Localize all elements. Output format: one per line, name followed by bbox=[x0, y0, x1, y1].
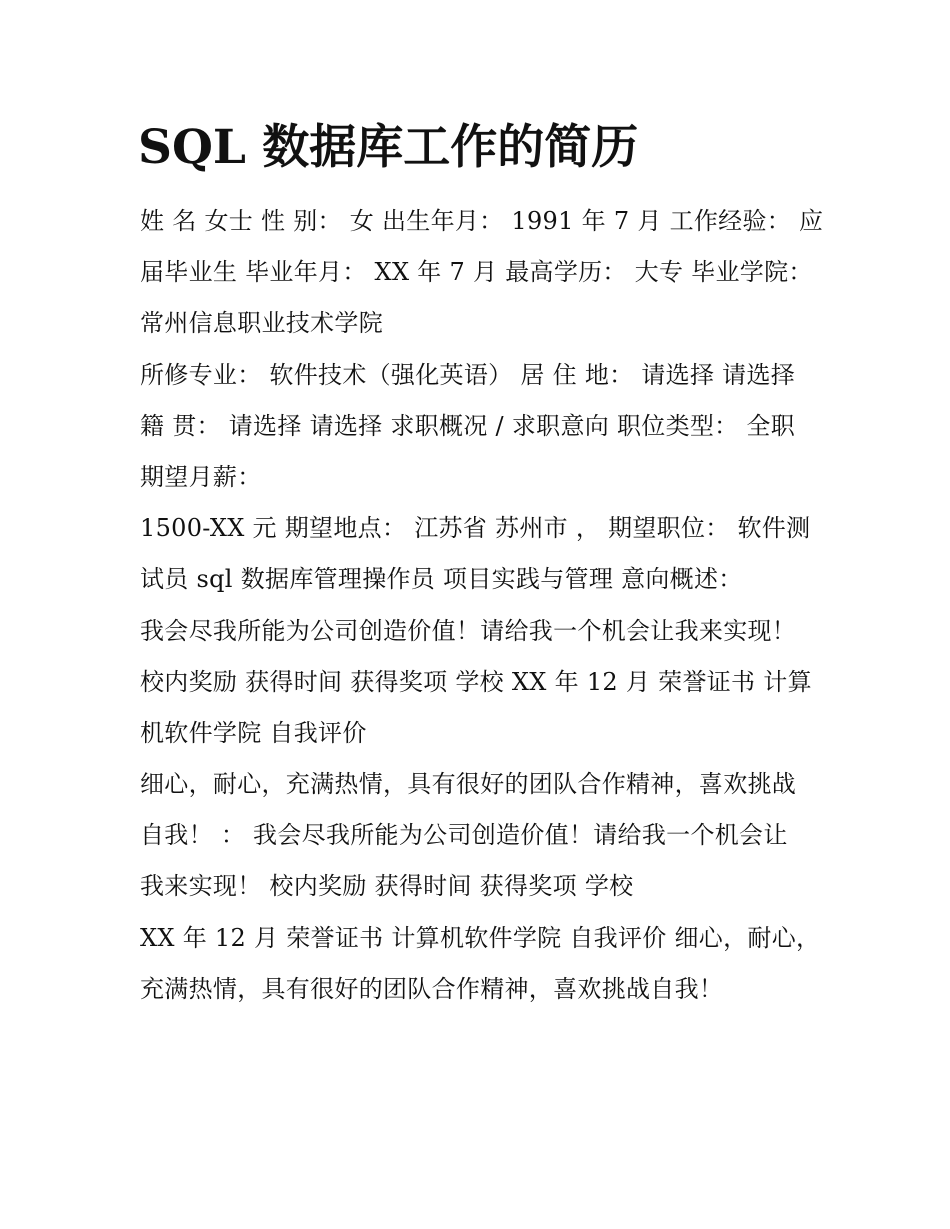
body-line: 所修专业： 软件技术（强化英语） 居 住 地： 请选择 请选择 bbox=[140, 360, 796, 389]
body-line: 自我！ ： 我会尽我所能为公司创造价值！请给我一个机会让 bbox=[140, 821, 788, 850]
body-line: 充满热情，具有很好的团队合作精神，喜欢挑战自我！ bbox=[140, 974, 724, 1003]
body-line: 我来实现！ 校内奖励 获得时间 获得奖项 学校 bbox=[140, 872, 634, 901]
body-line: 校内奖励 获得时间 获得奖项 学校 XX 年 12 月 荣誉证书 计算 bbox=[140, 667, 812, 696]
body-line: 试员 sql 数据库管理操作员 项目实践与管理 意向概述： bbox=[140, 565, 743, 594]
body-line: XX 年 12 月 荣誉证书 计算机软件学院 自我评价 细心，耐心， bbox=[140, 923, 821, 952]
document-body bbox=[140, 196, 830, 1015]
body-line: 细心，耐心，充满热情，具有很好的团队合作精神，喜欢挑战 bbox=[140, 770, 797, 799]
body-line: 届毕业生 毕业年月： XX 年 7 月 最高学历： 大专 毕业学院： bbox=[140, 258, 813, 287]
body-line: 机软件学院 自我评价 bbox=[140, 718, 367, 747]
body-line: 期望月薪： bbox=[140, 462, 262, 491]
body-line: 籍 贯： 请选择 请选择 求职概况 / 求职意向 职位类型： 全职 bbox=[140, 411, 796, 440]
body-line: 常州信息职业技术学院 bbox=[140, 309, 383, 338]
body-line: 姓 名 女士 性 别： 女 出生年月： 1991 年 7 月 工作经验： 应 bbox=[140, 207, 824, 235]
body-line: 1500-XX 元 期望地点： 江苏省 苏州市 ， 期望职位： 软件测 bbox=[140, 514, 811, 543]
document-title: SQL 数据库工作的简历 bbox=[138, 120, 639, 175]
body-line: 我会尽我所能为公司创造价值！请给我一个机会让我来实现！ bbox=[140, 616, 797, 645]
